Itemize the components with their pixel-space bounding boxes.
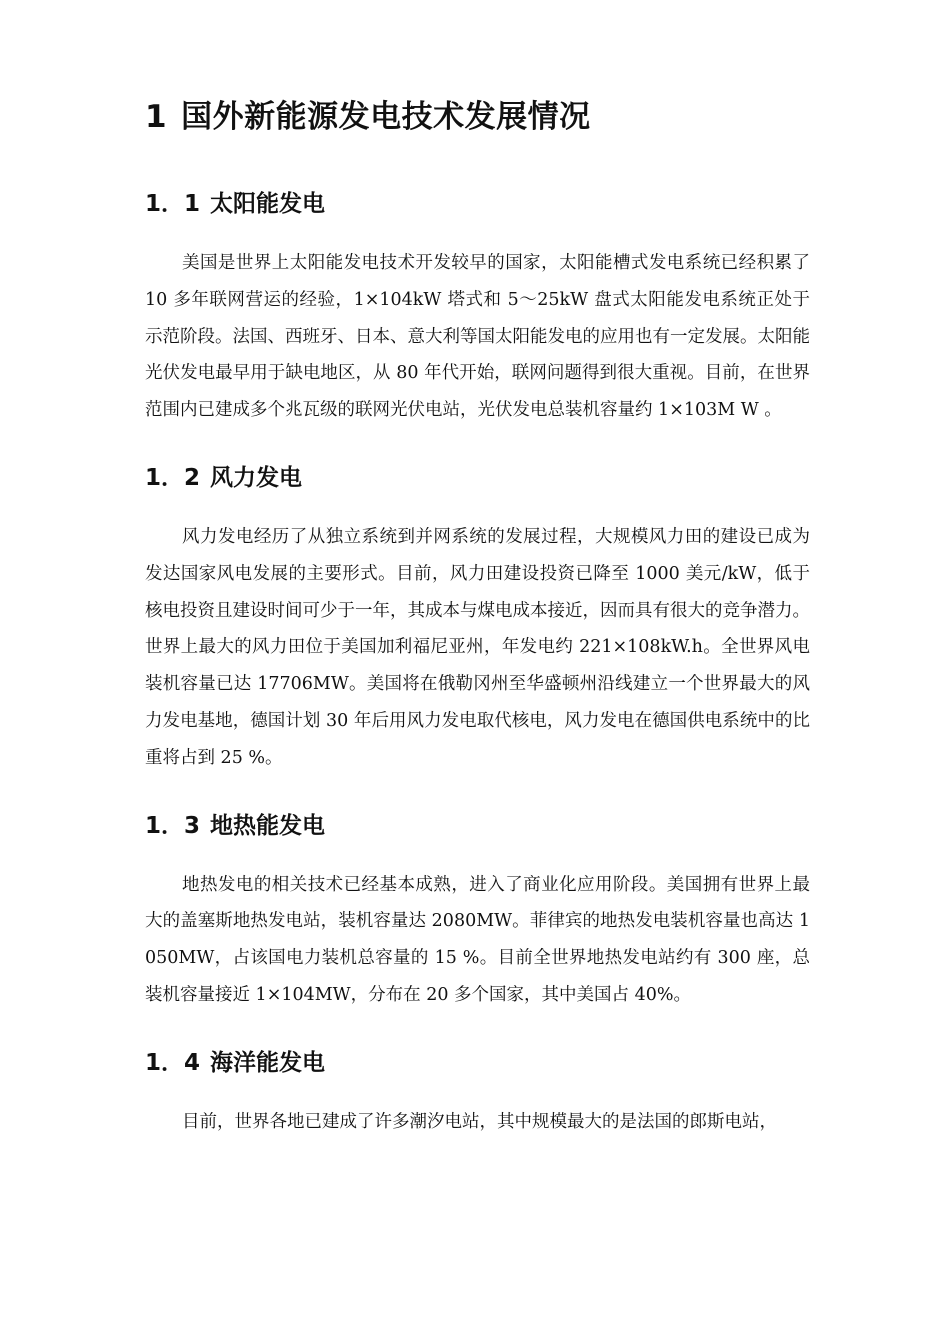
section-number: 1．3: [145, 812, 201, 839]
section-solar: [145, 189, 810, 429]
document-page: [145, 95, 810, 1141]
title-number: 1: [145, 99, 168, 135]
section-heading: [145, 1048, 810, 1078]
section-number: 1．2: [145, 464, 201, 491]
section-heading: [145, 811, 810, 841]
section-number: 1．4: [145, 1049, 201, 1076]
section-geothermal: [145, 811, 810, 1014]
section-heading: [145, 189, 810, 219]
section-paragraph: 美国是世界上太阳能发电技术开发较早的国家，太阳能槽式发电系统已经积累了 10 多年联网营运的经验，1×104kW 塔式和 5～25kW 盘式太阳能发电系统正处于示范阶段。法国、西班牙、日本、意大利等国太阳能发电的应用也有一定发展。太阳能光伏发电最早用于缺电地区，从 80 年代开始，联网问题得到很大重视。目前，在世界范围内已建成多个兆瓦级的联网光伏电站，光伏发电总装机容量约 1×103M W 。: [145, 253, 810, 421]
section-paragraph: 目前，世界各地已建成了许多潮汐电站，其中规模最大的是法国的郎斯电站，: [182, 1111, 777, 1132]
section-ocean: [145, 1048, 810, 1141]
page-title: [145, 95, 810, 139]
section-heading-text: 地热能发电: [210, 812, 326, 839]
title-text: 国外新能源发电技术发展情况: [181, 99, 591, 135]
section-paragraph: 地热发电的相关技术已经基本成熟，进入了商业化应用阶段。美国拥有世界上最大的盖塞斯地热发电站，装机容量达 2080MW。菲律宾的地热发电装机容量也高达 1050MW，占该国电力装机总容量的 15 %。目前全世界地热发电站约有 300 座，总装机容量接近 1×104MW，分布在 20 多个国家，其中美国占 40%。: [145, 874, 810, 1005]
section-heading-text: 风力发电: [210, 464, 303, 491]
section-paragraph: 风力发电经历了从独立系统到并网系统的发展过程，大规模风力田的建设已成为发达国家风电发展的主要形式。目前，风力田建设投资已降至 1000 美元/kW，低于核电投资且建设时间可少于一年，其成本与煤电成本接近，因而具有很大的竞争潜力。世界上最大的风力田位于美国加利福尼亚州，年发电约 221×108kW.h。全世界风电装机容量已达 17706MW。美国将在俄勒冈州至华盛顿州沿线建立一个世界最大的风力发电基地，德国计划 30 年后用风力发电取代核电，风力发电在德国供电系统中的比重将占到 25 %。: [145, 526, 810, 768]
section-wind: [145, 463, 810, 777]
section-heading: [145, 463, 810, 493]
section-heading-text: 海洋能发电: [210, 1049, 326, 1076]
section-number: 1．1: [145, 191, 201, 217]
section-heading-text: 太阳能发电: [210, 191, 326, 217]
